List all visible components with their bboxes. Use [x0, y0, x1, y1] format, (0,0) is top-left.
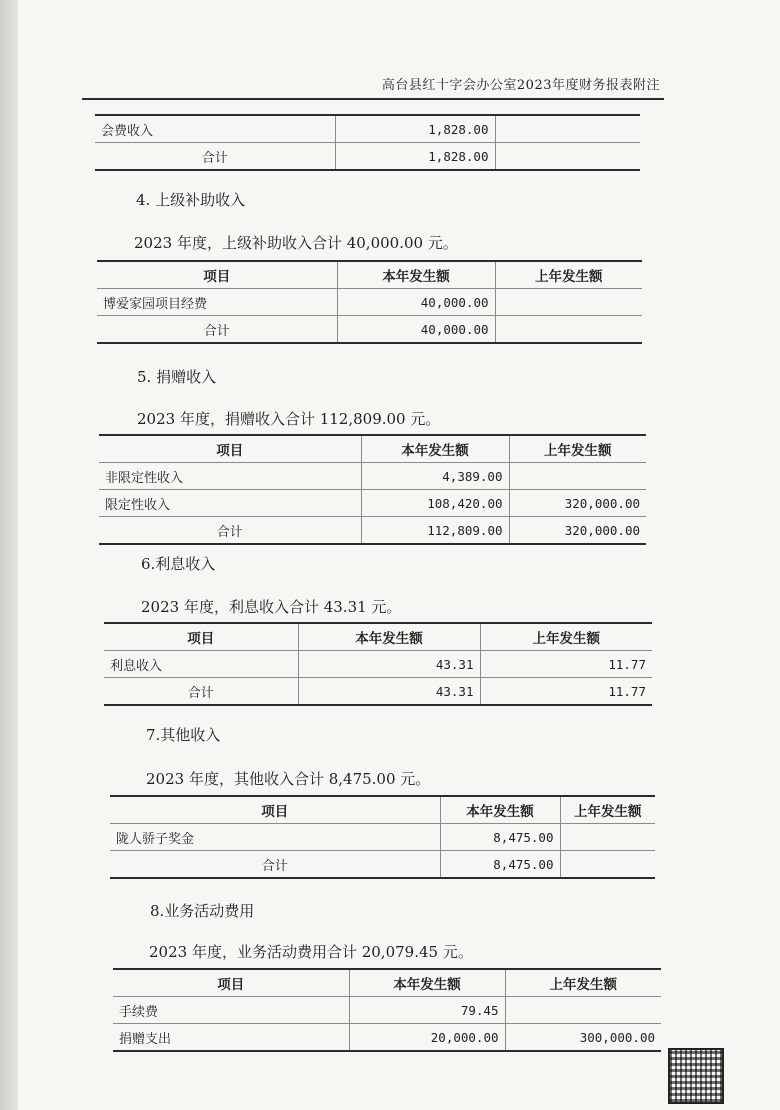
superior-subsidy-table	[97, 260, 642, 344]
cell-current: 20,000.00	[349, 1024, 505, 1052]
cell-current: 1,828.00	[335, 143, 495, 171]
cell-prior	[495, 143, 640, 171]
col-header: 本年发生额	[361, 435, 509, 463]
col-header: 上年发生额	[505, 969, 661, 997]
cell-current: 43.31	[298, 678, 480, 706]
table-row	[113, 997, 661, 1024]
cell-item: 合计	[110, 851, 440, 879]
cell-item: 合计	[99, 517, 361, 545]
table-header-row	[113, 969, 661, 997]
cell-prior	[560, 851, 655, 879]
table-row	[99, 463, 646, 490]
cell-item: 非限定性收入	[99, 463, 361, 490]
cell-current: 4,389.00	[361, 463, 509, 490]
col-header: 本年发生额	[298, 623, 480, 651]
membership-fee-table	[95, 114, 640, 171]
cell-item: 合计	[104, 678, 298, 706]
total-row	[95, 143, 640, 171]
cell-current: 8,475.00	[440, 824, 560, 851]
col-header: 本年发生额	[440, 796, 560, 824]
donation-income-table	[99, 434, 646, 545]
col-header: 本年发生额	[337, 261, 495, 289]
cell-item: 捐赠支出	[113, 1024, 349, 1052]
cell-item: 手续费	[113, 997, 349, 1024]
col-header: 项目	[97, 261, 337, 289]
cell-prior	[505, 997, 661, 1024]
cell-prior: 320,000.00	[509, 490, 646, 517]
cell-current: 8,475.00	[440, 851, 560, 879]
cell-item: 博爱家园项目经费	[97, 289, 337, 316]
cell-item: 限定性收入	[99, 490, 361, 517]
cell-current: 40,000.00	[337, 316, 495, 344]
cell-current: 43.31	[298, 651, 480, 678]
cell-prior	[495, 289, 642, 316]
total-row	[97, 316, 642, 344]
col-header: 项目	[99, 435, 361, 463]
col-header: 上年发生额	[509, 435, 646, 463]
table-header-row	[99, 435, 646, 463]
cell-current: 79.45	[349, 997, 505, 1024]
table-row	[113, 1024, 661, 1052]
cell-current: 108,420.00	[361, 490, 509, 517]
col-header: 项目	[104, 623, 298, 651]
table-row	[104, 651, 652, 678]
section-paragraph: 2023 年度，上级补助收入合计 40,000.00 元。	[134, 234, 458, 252]
table-header-row	[110, 796, 655, 824]
qr-code-icon	[668, 1048, 724, 1104]
cell-current: 1,828.00	[335, 115, 495, 143]
cell-current: 40,000.00	[337, 289, 495, 316]
section-heading: 4. 上级补助收入	[136, 191, 246, 209]
table-header-row	[104, 623, 652, 651]
business-expense-table	[113, 968, 661, 1052]
section-paragraph: 2023 年度，业务活动费用合计 20,079.45 元。	[149, 943, 473, 961]
section-paragraph: 2023 年度，捐赠收入合计 112,809.00 元。	[137, 410, 441, 428]
section-heading: 7.其他收入	[146, 726, 221, 744]
cell-item: 合计	[95, 143, 335, 171]
cell-prior	[495, 115, 640, 143]
running-header: 高台县红十字会办公室2023年度财务报表附注	[381, 78, 660, 93]
total-row	[99, 517, 646, 545]
cell-prior: 300,000.00	[505, 1024, 661, 1052]
col-header: 上年发生额	[480, 623, 652, 651]
table-row	[99, 490, 646, 517]
cell-prior: 11.77	[480, 651, 652, 678]
col-header: 项目	[113, 969, 349, 997]
total-row	[104, 678, 652, 706]
section-heading: 6.利息收入	[141, 555, 216, 573]
section-heading: 8.业务活动费用	[150, 902, 255, 920]
cell-prior: 320,000.00	[509, 517, 646, 545]
table-row	[110, 824, 655, 851]
cell-item: 利息收入	[104, 651, 298, 678]
col-header: 上年发生额	[495, 261, 642, 289]
col-header: 项目	[110, 796, 440, 824]
section-heading: 5. 捐赠收入	[137, 368, 217, 386]
table-row	[97, 289, 642, 316]
section-paragraph: 2023 年度，其他收入合计 8,475.00 元。	[146, 770, 431, 788]
other-income-table	[110, 795, 655, 879]
cell-item: 陇人骄子奖金	[110, 824, 440, 851]
header-rule	[82, 98, 664, 100]
section-paragraph: 2023 年度，利息收入合计 43.31 元。	[141, 598, 402, 616]
total-row	[110, 851, 655, 879]
col-header: 本年发生额	[349, 969, 505, 997]
page-edge-shadow	[0, 0, 18, 1110]
cell-item: 合计	[97, 316, 337, 344]
col-header: 上年发生额	[560, 796, 655, 824]
cell-prior	[509, 463, 646, 490]
table-row	[95, 115, 640, 143]
cell-item: 会费收入	[95, 115, 335, 143]
cell-prior	[495, 316, 642, 344]
interest-income-table	[104, 622, 652, 706]
table-header-row	[97, 261, 642, 289]
cell-prior	[560, 824, 655, 851]
cell-current: 112,809.00	[361, 517, 509, 545]
cell-prior: 11.77	[480, 678, 652, 706]
